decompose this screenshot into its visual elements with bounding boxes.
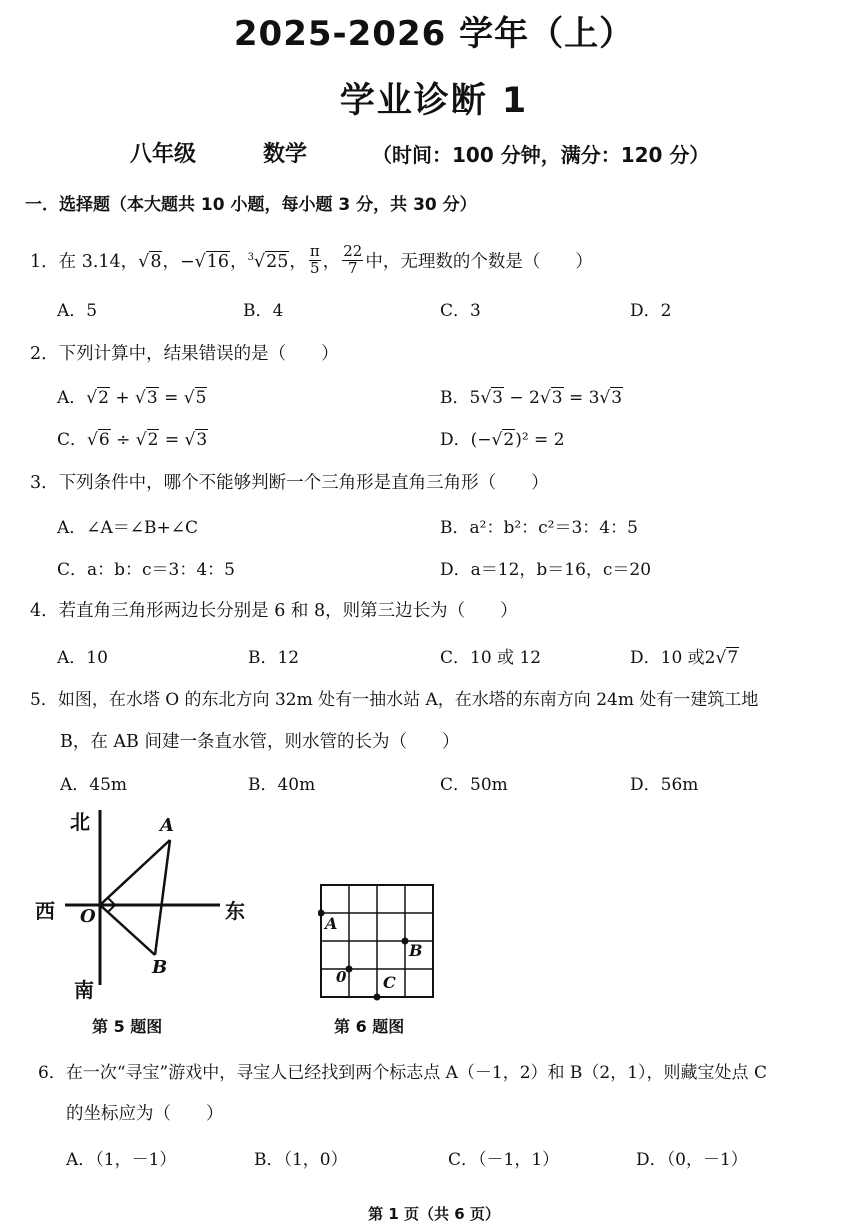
figure-5-caption: 第 5 题图 — [92, 1017, 163, 1036]
point-B-dot — [402, 938, 409, 945]
page-footer: 第 1 页（共 6 页） — [368, 1205, 500, 1223]
q4-option-d: D．10 或2√7 — [630, 648, 739, 668]
label-west: 西 — [35, 899, 55, 923]
q2-option-a: A．√2 + √3 = √5 — [57, 388, 207, 408]
question-6-line2: 的坐标应为（ ） — [66, 1104, 224, 1124]
figure-6-caption: 第 6 题图 — [334, 1017, 405, 1036]
q2-option-d: D．(−√2)² = 2 — [440, 430, 565, 450]
grid-label-C: C — [383, 973, 396, 992]
q5-option-d: D．56m — [630, 775, 699, 795]
q1-option-d: D．2 — [630, 301, 672, 321]
q2-option-b: B．5√3 − 2√3 = 3√3 — [440, 388, 623, 408]
label-point-A: A — [160, 815, 174, 836]
point-A-dot — [318, 910, 325, 917]
q3-option-a: A．∠A＝∠B+∠C — [57, 518, 199, 538]
q3-option-c: C．a：b：c＝3：4：5 — [57, 560, 235, 580]
label-north: 北 — [70, 810, 90, 834]
q4-option-b: B．12 — [248, 648, 300, 668]
q3-option-b: B．a²：b²：c²＝3：4：5 — [440, 518, 638, 538]
exam-subtitle: 学业诊断 1 — [339, 81, 529, 121]
label-point-O: O — [80, 906, 96, 927]
q2-option-c: C．√6 ÷ √2 = √3 — [57, 430, 208, 450]
question-3-stem: 3．下列条件中，哪个不能够判断一个三角形是直角三角形（ ） — [30, 473, 549, 493]
segment-OA — [100, 840, 170, 905]
subject-label: 数学 — [263, 142, 308, 167]
q5-option-c: C．50m — [440, 775, 508, 795]
question-5-line1: 5．如图，在水塔 O 的东北方向 32m 处有一抽水站 A，在水塔的东南方向 24m 处有一建筑工地 — [30, 690, 759, 710]
question-1-stem: 1．在 3.14，√8，−√16，$^3$√25， $\frac{\pi}{5}$ ， $\frac{22}{7}$ 中，无理数的个数是（ ） — [30, 242, 593, 277]
grade-label: 八年级 — [130, 142, 197, 167]
q6-option-d: D．（0，－1） — [636, 1150, 748, 1170]
label-south: 南 — [74, 978, 94, 1002]
q5-option-a: A．45m — [60, 775, 128, 795]
q4-option-a: A．10 — [57, 648, 108, 668]
q6-option-a: A．（1，－1） — [66, 1150, 177, 1170]
question-2-stem: 2．下列计算中，结果错误的是（ ） — [30, 344, 339, 364]
q5-option-b: B．40m — [248, 775, 316, 795]
q1-option-a: A．5 — [57, 301, 98, 321]
segment-AB — [155, 840, 170, 955]
segment-OB — [100, 905, 155, 955]
section-heading: 一．选择题（本大题共 10 小题，每小题 3 分，共 30 分） — [25, 195, 477, 215]
point-O-dot — [346, 966, 353, 973]
fraction-22-7: $\frac{22}{7}$ — [343, 242, 363, 277]
label-point-B: B — [152, 957, 168, 978]
exam-info: （时间：100 分钟，满分：120 分） — [372, 143, 710, 167]
q6-option-c: C．（－1，1） — [448, 1150, 560, 1170]
exam-title: 2025-2026 学年（上） — [233, 14, 635, 54]
q6-option-b: B．（1，0） — [254, 1150, 348, 1170]
q1-option-c: C．3 — [440, 301, 481, 321]
question-5-line2: B，在 AB 间建一条直水管，则水管的长为（ ） — [60, 732, 460, 752]
fraction-pi-5: $\frac{\pi}{5}$ — [309, 242, 320, 277]
point-C-dot — [374, 994, 381, 1001]
grid-label-B: B — [409, 941, 423, 960]
grid-label-O: 0 — [336, 968, 347, 986]
q1-option-b: B．4 — [243, 301, 284, 321]
q4-option-c: C．10 或 12 — [440, 648, 542, 668]
question-4-stem: 4．若直角三角形两边长分别是 6 和 8，则第三边长为（ ） — [30, 601, 518, 621]
q3-option-d: D．a＝12，b＝16，c＝20 — [440, 560, 652, 580]
grid-label-A: A — [325, 914, 338, 933]
label-east: 东 — [225, 899, 245, 923]
question-6-line1: 6．在一次“寻宝”游戏中，寻宝人已经找到两个标志点 A（－1，2）和 B（2，1），则藏宝处点 C — [38, 1063, 767, 1083]
